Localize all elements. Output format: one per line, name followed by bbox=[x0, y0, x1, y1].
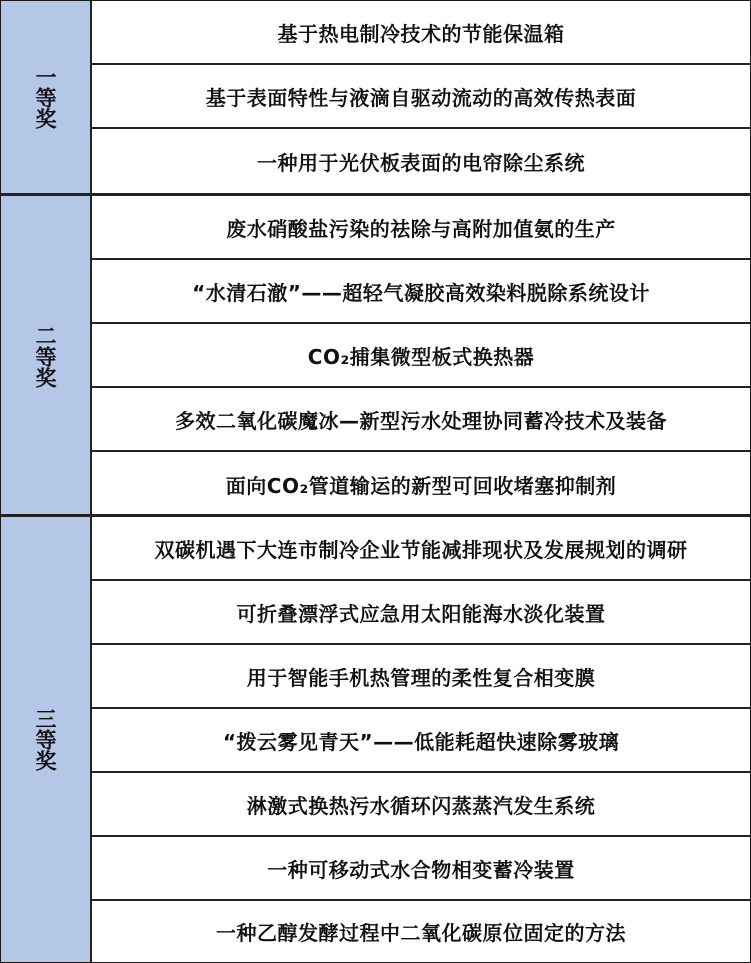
project-row: “水清石澈”——超轻气凝胶高效染料脱除系统设计 bbox=[92, 260, 750, 324]
award-label-first bbox=[1, 1, 92, 194]
project-row: 废水硝酸盐污染的祛除与高附加值氨的生产 bbox=[92, 196, 750, 260]
award-label-text: 三等奖 bbox=[33, 708, 58, 771]
project-row: 可折叠漂浮式应急用太阳能海水淡化装置 bbox=[92, 581, 750, 645]
award-label-text: 一等奖 bbox=[33, 66, 58, 129]
project-row: 基于表面特性与液滴自驱动流动的高效传热表面 bbox=[92, 65, 750, 129]
project-row: 用于智能手机热管理的柔性复合相变膜 bbox=[92, 645, 750, 709]
project-row: “拨云雾见青天”——低能耗超快速除雾玻璃 bbox=[92, 709, 750, 773]
award-label-third bbox=[1, 517, 92, 962]
project-row: 基于热电制冷技术的节能保温箱 bbox=[92, 1, 750, 65]
project-row: 一种可移动式水合物相变蓄冷装置 bbox=[92, 837, 750, 901]
project-row: 多效二氧化碳魔冰—新型污水处理协同蓄冷技术及装备 bbox=[92, 388, 750, 452]
project-row: 一种乙醇发酵过程中二氧化碳原位固定的方法 bbox=[216, 921, 626, 945]
award-label-text: 二等奖 bbox=[33, 324, 58, 388]
award-label-second bbox=[1, 196, 92, 516]
award-items bbox=[92, 517, 750, 962]
award-group-first bbox=[1, 1, 750, 194]
project-row: 淋激式换热污水循环闪蒸蒸汽发生系统 bbox=[92, 773, 750, 837]
project-row: CO₂捕集微型板式换热器 bbox=[92, 324, 750, 388]
project-row: 双碳机遇下大连市制冷企业节能减排现状及发展规划的调研 bbox=[92, 517, 750, 581]
award-items bbox=[92, 1, 750, 194]
award-group-second bbox=[1, 196, 750, 516]
award-items bbox=[92, 196, 750, 516]
award-group-third bbox=[1, 517, 750, 962]
project-row: 面向CO₂管道输运的新型可回收堵塞抑制剂 bbox=[225, 473, 617, 498]
project-row: 一种用于光伏板表面的电帘除尘系统 bbox=[257, 151, 585, 175]
